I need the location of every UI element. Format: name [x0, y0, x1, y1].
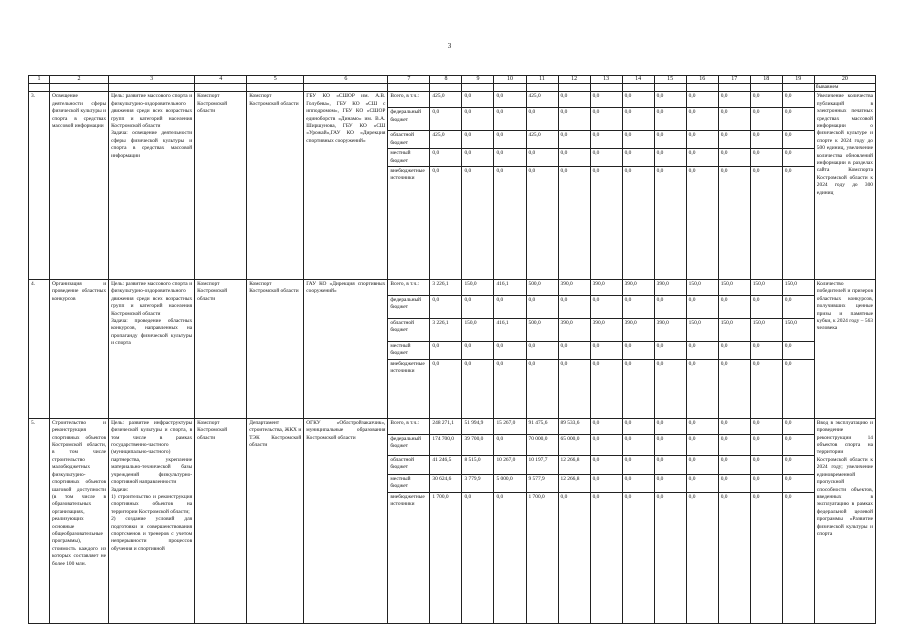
funding-value: 0,0 — [462, 108, 494, 131]
funding-value: 390,0 — [590, 319, 622, 342]
funding-value: 0,0 — [782, 296, 814, 319]
funding-value: 0,0 — [494, 296, 526, 319]
funding-value: 0,0 — [558, 342, 590, 360]
column-number: 15 — [654, 76, 686, 84]
funding-source: внебюджетные источники — [388, 167, 430, 280]
funding-value: 0,0 — [718, 108, 750, 131]
funding-value: 0,0 — [750, 92, 782, 108]
empty-cell — [782, 84, 814, 92]
funding-value: 0,0 — [654, 474, 686, 492]
empty-cell — [558, 84, 590, 92]
column-number: 11 — [526, 76, 558, 84]
funding-value: 0,0 — [590, 434, 622, 455]
funding-source: Всего, в т.ч.: — [388, 92, 430, 108]
carry-over-row — [29, 84, 876, 92]
funding-value: 0,0 — [654, 296, 686, 319]
funding-value: 150,0 — [782, 319, 814, 342]
funding-source: Всего, в т.ч.: — [388, 418, 430, 434]
funding-source: местный бюджет — [388, 342, 430, 360]
funding-value: 0,0 — [686, 434, 718, 455]
funding-value: 91 475,6 — [526, 418, 558, 434]
funding-value: 0,0 — [590, 492, 622, 623]
funding-value: 0,0 — [590, 418, 622, 434]
executor: Комспорт Костромской области — [195, 92, 247, 280]
funding-value: 0,0 — [718, 296, 750, 319]
page-number: 3 — [447, 42, 452, 50]
funding-source: местный бюджет — [388, 474, 430, 492]
funding-value: 0,0 — [462, 149, 494, 167]
funding-value: 0,0 — [686, 455, 718, 474]
funding-value: 0,0 — [622, 434, 654, 455]
funding-value: 15 267,0 — [494, 418, 526, 434]
funding-value: 390,0 — [622, 319, 654, 342]
empty-cell — [50, 84, 109, 92]
funding-value: 3 779,9 — [462, 474, 494, 492]
empty-cell — [654, 84, 686, 92]
column-number: 10 — [494, 76, 526, 84]
participants: ГБУ КО «СШОР им. А.В. Голубева», ГБУ КО «СШ с ипподромом», ГБУ КО «СШОР единоборств «Динамо» им. В.А. Ширшунова, ГБУ КО «СШ «Урожай»,ГАУ КО «Дирекция спортивных сооружений» — [304, 92, 388, 280]
funding-value: 0,0 — [430, 149, 462, 167]
funding-value: 425,0 — [430, 92, 462, 108]
funding-source: федеральный бюджет — [388, 296, 430, 319]
funding-value: 5 000,0 — [494, 474, 526, 492]
funding-value: 0,0 — [782, 108, 814, 131]
empty-cell — [109, 84, 195, 92]
funding-value: 0,0 — [654, 92, 686, 108]
funding-value: 0,0 — [462, 359, 494, 418]
funding-value: 0,0 — [750, 434, 782, 455]
column-number: 9 — [462, 76, 494, 84]
funding-value: 0,0 — [558, 359, 590, 418]
funding-value: 150,0 — [718, 319, 750, 342]
funding-source: местный бюджет — [388, 149, 430, 167]
funding-value: 150,0 — [750, 280, 782, 296]
funding-value: 0,0 — [782, 131, 814, 149]
column-number: 19 — [782, 76, 814, 84]
empty-cell — [622, 84, 654, 92]
funding-value: 0,0 — [782, 342, 814, 360]
funding-value: 0,0 — [430, 342, 462, 360]
funding-value: 0,0 — [526, 342, 558, 360]
funding-value: 12 266,8 — [558, 474, 590, 492]
funding-value: 0,0 — [654, 108, 686, 131]
funding-value: 0,0 — [590, 342, 622, 360]
funding-value: 1 700,0 — [430, 492, 462, 623]
funding-source: областной бюджет — [388, 455, 430, 474]
funding-value: 416,1 — [494, 319, 526, 342]
funding-value: 70 000,0 — [526, 434, 558, 455]
funding-value: 0,0 — [718, 167, 750, 280]
funding-value: 0,0 — [462, 492, 494, 623]
funding-value: 1 700,0 — [526, 492, 558, 623]
funding-value: 0,0 — [718, 474, 750, 492]
empty-cell — [750, 84, 782, 92]
funding-value: 65 000,0 — [558, 434, 590, 455]
funding-value: 0,0 — [718, 492, 750, 623]
funding-source: внебюджетные источники — [388, 359, 430, 418]
column-number: 12 — [558, 76, 590, 84]
funding-value: 0,0 — [590, 149, 622, 167]
funding-value: 0,0 — [750, 296, 782, 319]
funding-value: 0,0 — [750, 359, 782, 418]
funding-value: 0,0 — [462, 167, 494, 280]
funding-value: 0,0 — [590, 108, 622, 131]
funding-value: 0,0 — [494, 131, 526, 149]
funding-value: 0,0 — [590, 359, 622, 418]
funding-value: 0,0 — [590, 92, 622, 108]
funding-value: 0,0 — [494, 149, 526, 167]
funding-value: 150,0 — [718, 280, 750, 296]
funding-value: 0,0 — [558, 296, 590, 319]
funding-value: 0,0 — [686, 167, 718, 280]
column-number: 8 — [430, 76, 462, 84]
funding-value: 0,0 — [526, 359, 558, 418]
funding-value: 0,0 — [590, 167, 622, 280]
empty-cell — [247, 84, 304, 92]
funding-value: 0,0 — [622, 167, 654, 280]
funding-value: 0,0 — [718, 131, 750, 149]
funding-source: федеральный бюджет — [388, 434, 430, 455]
column-number: 13 — [590, 76, 622, 84]
funding-value: 0,0 — [654, 342, 686, 360]
funding-value: 0,0 — [558, 92, 590, 108]
funding-value: 0,0 — [622, 474, 654, 492]
funding-value: 500,0 — [526, 280, 558, 296]
funding-value: 0,0 — [750, 149, 782, 167]
column-number: 2 — [50, 76, 109, 84]
funding-value: 150,0 — [686, 319, 718, 342]
funding-value: 0,0 — [654, 434, 686, 455]
funding-value: 0,0 — [718, 149, 750, 167]
funding-value: 89 533,6 — [558, 418, 590, 434]
empty-cell — [195, 84, 247, 92]
funding-value: 0,0 — [686, 342, 718, 360]
funding-value: 0,0 — [526, 167, 558, 280]
empty-cell — [686, 84, 718, 92]
funding-value: 0,0 — [494, 359, 526, 418]
goal-task: Цель: развитие массового спорта и физкультурно-оздоровительного движения среди всех возрастных групп и категорий населения Костромской области Задача: проведение областных конкурсов, направленных на пропаганду физической культуры и спорта — [109, 280, 195, 419]
funding-value: 0,0 — [750, 418, 782, 434]
funding-value: 0,0 — [590, 296, 622, 319]
funding-value: 0,0 — [782, 492, 814, 623]
column-number: 6 — [304, 76, 388, 84]
funding-value: 0,0 — [622, 455, 654, 474]
funding-value: 0,0 — [750, 492, 782, 623]
funding-value: 0,0 — [558, 108, 590, 131]
funding-value: 0,0 — [622, 296, 654, 319]
column-number: 20 — [814, 76, 875, 84]
funding-value: 0,0 — [750, 474, 782, 492]
funding-value: 150,0 — [462, 319, 494, 342]
coexecutor: Комспорт Костромской области — [247, 280, 304, 419]
funding-value: 390,0 — [590, 280, 622, 296]
column-number: 16 — [686, 76, 718, 84]
funding-value: 0,0 — [718, 342, 750, 360]
funding-value: 0,0 — [686, 474, 718, 492]
funding-source: федеральный бюджет — [388, 108, 430, 131]
funding-value: 3 226,1 — [430, 319, 462, 342]
funding-value: 0,0 — [622, 92, 654, 108]
funding-value: 0,0 — [590, 455, 622, 474]
expected-result: Увеличение количества публикаций в электронных печатных средствах массовой информации о физической культуре и спорте к 2024 году до 500 единиц, увеличение количества обновлений информации в разделах сайта Комспорта Костромской области к 2024 году до 300 единиц — [814, 92, 875, 280]
column-number: 5 — [247, 76, 304, 84]
coexecutor: Комспорт Костромской области — [247, 92, 304, 280]
funding-value: 0,0 — [718, 92, 750, 108]
funding-value: 0,0 — [718, 418, 750, 434]
column-number: 1 — [29, 76, 50, 84]
funding-value: 0,0 — [654, 149, 686, 167]
funding-value: 0,0 — [494, 342, 526, 360]
funding-value: 0,0 — [654, 359, 686, 418]
column-number: 3 — [109, 76, 195, 84]
funding-value: 425,0 — [526, 92, 558, 108]
funding-value: 0,0 — [686, 108, 718, 131]
funding-value: 150,0 — [750, 319, 782, 342]
funding-value: 0,0 — [462, 342, 494, 360]
funding-source: внебюджетные источники — [388, 492, 430, 623]
funding-value: 0,0 — [622, 359, 654, 418]
funding-value: 0,0 — [686, 492, 718, 623]
funding-value: 0,0 — [462, 92, 494, 108]
empty-cell — [494, 84, 526, 92]
funding-value: 39 700,0 — [462, 434, 494, 455]
funding-value: 0,0 — [686, 418, 718, 434]
funding-source: областной бюджет — [388, 319, 430, 342]
funding-value: 0,0 — [622, 131, 654, 149]
funding-value: 0,0 — [750, 167, 782, 280]
funding-value: 150,0 — [686, 280, 718, 296]
funding-value: 0,0 — [686, 359, 718, 418]
funding-value: 0,0 — [750, 455, 782, 474]
funding-value: 0,0 — [718, 434, 750, 455]
coexecutor: Департамент строительства, ЖКХ и ТЭК Костромской области — [247, 418, 304, 623]
funding-value: 10 197,7 — [526, 455, 558, 474]
funding-value: 0,0 — [622, 149, 654, 167]
funding-value: 8 515,0 — [462, 455, 494, 474]
empty-cell — [590, 84, 622, 92]
expected-result: Ввод в эксплуатацию и проведение реконструкции 14 объектов спорта на территории Костромской области к 2024 году; увеличение единовременной пропускной способности объектов, введенных в эксплуатацию в рамках федеральной целевой программы «Развитие физической культуры и спорта — [814, 418, 875, 623]
funding-value: 0,0 — [782, 474, 814, 492]
funding-value: 0,0 — [686, 296, 718, 319]
empty-cell — [462, 84, 494, 92]
funding-value: 10 267,0 — [494, 455, 526, 474]
funding-value: 390,0 — [622, 280, 654, 296]
column-number-row — [29, 76, 876, 84]
funding-value: 0,0 — [430, 359, 462, 418]
funding-value: 0,0 — [622, 418, 654, 434]
funding-value: 30 624,6 — [430, 474, 462, 492]
funding-value: 51 994,9 — [462, 418, 494, 434]
funding-value: 0,0 — [782, 418, 814, 434]
funding-value: 0,0 — [782, 455, 814, 474]
funding-value: 0,0 — [654, 167, 686, 280]
funding-value: 0,0 — [718, 359, 750, 418]
funding-value: 0,0 — [494, 492, 526, 623]
funding-value: 0,0 — [558, 149, 590, 167]
funding-value: 41 246,5 — [430, 455, 462, 474]
column-number: 7 — [388, 76, 430, 84]
empty-cell — [304, 84, 388, 92]
funding-value: 0,0 — [654, 492, 686, 623]
funding-value: 0,0 — [782, 92, 814, 108]
executor: Комспорт Костромской области — [195, 418, 247, 623]
measure-name: Освещение деятельности сферы физической культуры и спорта в средствах массовой информации — [50, 92, 109, 280]
funding-value: 390,0 — [654, 319, 686, 342]
column-number: 4 — [195, 76, 247, 84]
funding-value: 9 577,9 — [526, 474, 558, 492]
funding-value: 0,0 — [750, 342, 782, 360]
funding-value: 0,0 — [430, 167, 462, 280]
funding-value: 0,0 — [622, 342, 654, 360]
funding-value: 0,0 — [654, 131, 686, 149]
measure-name: Организация и проведение областных конкурсов — [50, 280, 109, 419]
funding-value: 0,0 — [526, 296, 558, 319]
funding-value: 0,0 — [558, 131, 590, 149]
funding-value: 0,0 — [750, 131, 782, 149]
table-row — [29, 280, 876, 296]
goal-task: Цель: развитие массового спорта и физкультурно-оздоровительного движения среди всех возрастных групп и категорий населения Костромской области Задача: освещение деятельности сферы физической культуры и спорта в средствах массовой информации — [109, 92, 195, 280]
funding-value: 0,0 — [430, 296, 462, 319]
funding-value: 248 271,1 — [430, 418, 462, 434]
funding-value: 500,0 — [526, 319, 558, 342]
funding-value: 0,0 — [494, 92, 526, 108]
funding-source: областной бюджет — [388, 131, 430, 149]
row-number: 4. — [29, 280, 50, 419]
funding-value: 0,0 — [686, 92, 718, 108]
empty-cell — [526, 84, 558, 92]
funding-value: 12 266,8 — [558, 455, 590, 474]
funding-value: 3 226,1 — [430, 280, 462, 296]
funding-value: 416,1 — [494, 280, 526, 296]
funding-value: 390,0 — [558, 319, 590, 342]
funding-value: 0,0 — [686, 149, 718, 167]
empty-cell — [718, 84, 750, 92]
funding-source: Всего, в т.ч.: — [388, 280, 430, 296]
funding-value: 390,0 — [558, 280, 590, 296]
funding-value: 0,0 — [526, 108, 558, 131]
funding-value: 174 700,0 — [430, 434, 462, 455]
funding-value: 0,0 — [622, 492, 654, 623]
funding-value: 0,0 — [718, 455, 750, 474]
funding-value: 425,0 — [526, 131, 558, 149]
row-number: 5. — [29, 418, 50, 623]
empty-cell — [430, 84, 462, 92]
funding-value: 0,0 — [782, 167, 814, 280]
carry-over-text: бывавнем — [814, 84, 875, 92]
funding-value: 150,0 — [782, 280, 814, 296]
funding-value: 0,0 — [462, 131, 494, 149]
row-number: 3. — [29, 92, 50, 280]
funding-value: 0,0 — [558, 167, 590, 280]
column-number: 18 — [750, 76, 782, 84]
empty-cell — [388, 84, 430, 92]
funding-value: 0,0 — [494, 167, 526, 280]
program-table — [28, 75, 876, 624]
funding-value: 0,0 — [686, 131, 718, 149]
participants: ГАУ КО «Дирекция спортивных сооружений» — [304, 280, 388, 419]
funding-value: 425,0 — [430, 131, 462, 149]
table-row — [29, 418, 876, 434]
empty-cell — [29, 84, 50, 92]
funding-value: 0,0 — [462, 296, 494, 319]
funding-value: 0,0 — [622, 108, 654, 131]
funding-value: 0,0 — [590, 474, 622, 492]
funding-value: 0,0 — [558, 492, 590, 623]
funding-value: 0,0 — [654, 418, 686, 434]
funding-value: 0,0 — [526, 149, 558, 167]
funding-value: 0,0 — [750, 108, 782, 131]
table-row — [29, 92, 876, 108]
measure-name: Строительство и реконструкция спортивных объектов Костромской области, в том числе строительство малобюджетных физкультурно-спортивных объектов шаговой доступности (в том числе в образовательных организациях, реализующих основные общеобразовательные программы), стоимость каждого из которых составляет не более 100 млн. — [50, 418, 109, 623]
funding-value: 0,0 — [430, 108, 462, 131]
executor: Комспорт Костромской области — [195, 280, 247, 419]
funding-value: 0,0 — [654, 455, 686, 474]
funding-value: 0,0 — [494, 108, 526, 131]
column-number: 14 — [622, 76, 654, 84]
funding-value: 0,0 — [782, 434, 814, 455]
funding-value: 0,0 — [782, 149, 814, 167]
funding-value: 150,0 — [462, 280, 494, 296]
goal-task: Цель: развитие инфраструктуры физической культуры и спорта, в том числе в рамках государственно-частного (муниципально-частного) партнерства, укрепление материально-технической базы учреждений физкультурно-спортивной направленности Задачи: 1) строительство и реконструкция спортивных объектов на территории Костромской области; 2) создание условий для подготовки и совершенствования спортсменов и тренеров с учетом непрерывности процессов обучения и спортивной — [109, 418, 195, 623]
participants: ОГКУ «Облстройзаказчик», муниципальные образования Костромской области — [304, 418, 388, 623]
expected-result: Количество победителей и призеров областных конкурсов, получивших ценные призы и памятные кубки, к 2024 году – 563 человека — [814, 280, 875, 419]
funding-value: 390,0 — [654, 280, 686, 296]
column-number: 17 — [718, 76, 750, 84]
funding-value: 0,0 — [590, 131, 622, 149]
funding-value: 0,0 — [782, 359, 814, 418]
funding-value: 0,0 — [494, 434, 526, 455]
